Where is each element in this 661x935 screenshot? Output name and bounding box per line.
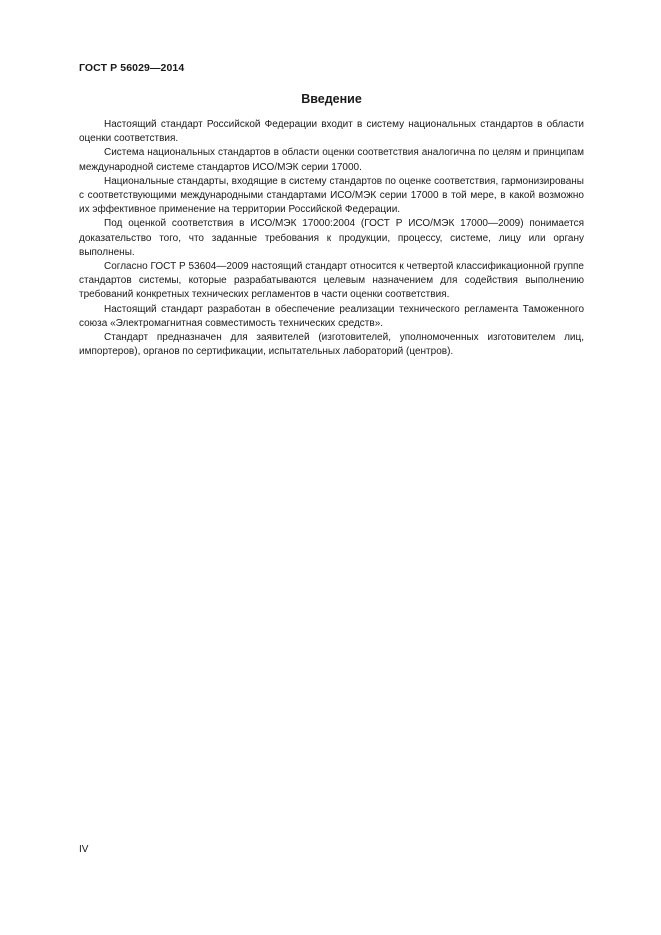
paragraph-2: Система национальных стандартов в области оценки соответствия аналогична по целям и принципам международной системе стандартов ИСО/МЭК серии 17000. <box>79 147 584 173</box>
page-number: IV <box>79 844 89 855</box>
paragraph-5: Согласно ГОСТ Р 53604—2009 настоящий стандарт относится к четвертой классификационной группе стандартов системы, которые разрабатываются целевым назначением для содействия выполнению требований конкретных технических регламентов в части оценки соответствия. <box>79 261 584 301</box>
paragraph-7: Стандарт предназначен для заявителей (изготовителей, уполномоченных изготовителем лиц, импортеров), органов по сертификации, испытательных лабораторий (центров). <box>79 332 584 358</box>
paragraph-1: Настоящий стандарт Российской Федерации входит в систему национальных стандартов в области оценки соответствия. <box>79 119 584 145</box>
paragraph-6: Настоящий стандарт разработан в обеспечение реализации технического регламента Таможенного союза «Электромагнитная совместимость технических средств». <box>79 303 584 329</box>
introduction-body <box>79 118 584 359</box>
paragraph-4: Под оценкой соответствия в ИСО/МЭК 17000:2004 (ГОСТ Р ИСО/МЭК 17000—2009) понимается доказательство того, что заданные требования к продукции, процессу, системе, лицу или органу выполнены. <box>79 218 584 258</box>
section-title: Введение <box>301 92 362 106</box>
paragraph-3: Национальные стандарты, входящие в систему стандартов по оценке соответствия, гармонизированы с соответствующими международными стандартами ИСО/МЭК серии 17000 в той мере, в какой возможно их эффективное применение на территории Российской Федерации. <box>79 175 584 216</box>
document-code-header: ГОСТ Р 56029—2014 <box>79 62 185 74</box>
